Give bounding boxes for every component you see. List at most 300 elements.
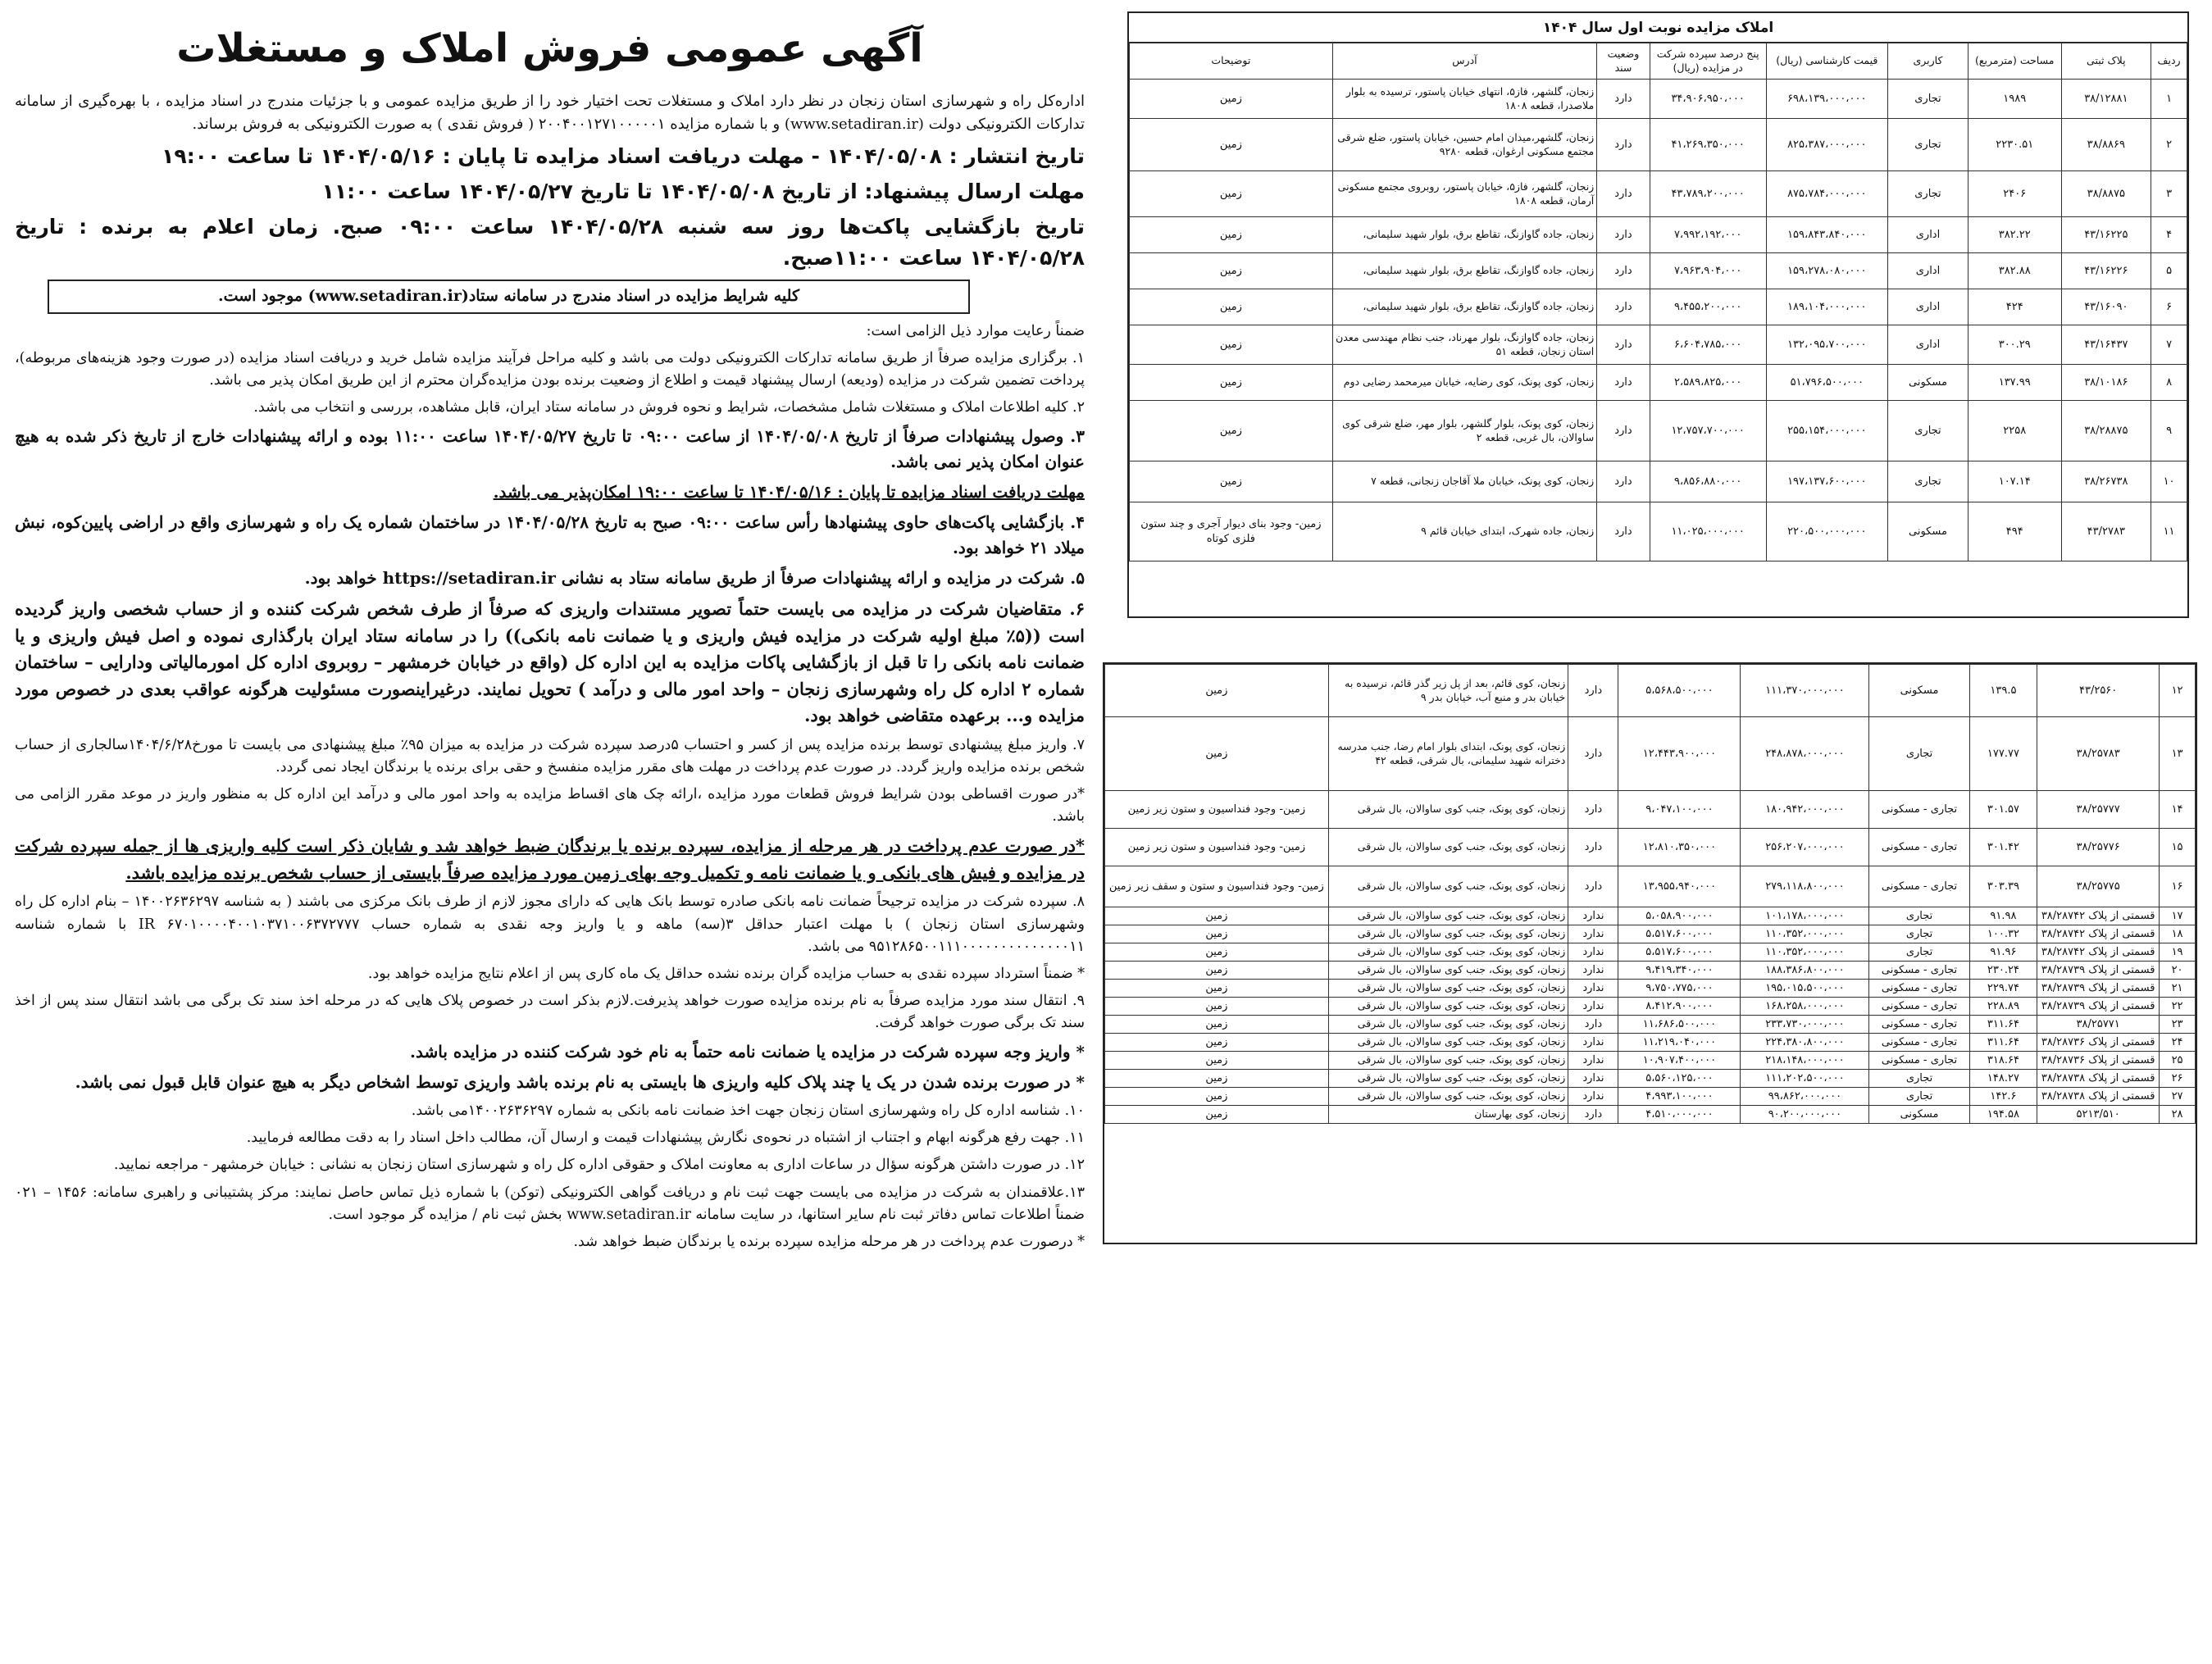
table-cell: ۱ <box>2151 80 2187 119</box>
table-cell: ۵،۵۶۸،۵۰۰،۰۰۰ <box>1618 665 1741 717</box>
table-cell: زنجان، کوی بهارستان <box>1328 1106 1568 1124</box>
table-cell: تجاری <box>1869 925 1969 943</box>
table-cell: دارد <box>1597 171 1650 217</box>
table-cell: ۳۰۰.۲۹ <box>1968 325 2061 365</box>
table-cell: زمین <box>1105 943 1329 962</box>
table-title: املاک مزایده نوبت اول سال ۱۴۰۴ <box>1129 13 2187 43</box>
table-cell: قسمتی از پلاک ۳۸/۲۸۷۴۲ <box>2037 925 2160 943</box>
table-cell: ۲۲۵۸ <box>1968 401 2061 461</box>
warning-1: *در صورت عدم پرداخت در هر مرحله از مزایده، سپرده برنده یا برندگان ضبط خواهد شد و شایان ذکر است کلیه واریزی ها از جمله سپرده شرکت در مزایده و فیش های بانکی و یا ضمانت نامه و تکمیل وجه بهای زمین مورد مزایده صرفاً بایستی از حساب شخص برنده مزایده باشد. <box>15 835 1085 883</box>
table-cell: دارد <box>1597 325 1650 365</box>
warning-3: * در صورت برنده شدن در یک یا چند پلاک کلیه واریزی ها بایستی به نام برنده باشد واریزی توسط اشخاص دیگر به هیچ عنوان قابل قبول نمی باشد. <box>75 1072 1085 1093</box>
table-cell: ۱۴ <box>2160 791 2196 829</box>
table-cell: ۳۸/۲۵۷۸۳ <box>2037 717 2160 791</box>
table-cell: قسمتی از پلاک ۳۸/۲۸۷۳۸ <box>2037 1088 2160 1106</box>
table-cell: زنجان، کوی پونک، جنب کوی ساوالان، بال شرقی <box>1328 1088 1568 1106</box>
table-row <box>1105 791 2196 829</box>
table-row <box>1105 943 2196 962</box>
table-cell: ۳۴،۹۰۶،۹۵۰،۰۰۰ <box>1650 80 1766 119</box>
table-cell: ۱۳۹.۵ <box>1969 665 2037 717</box>
table-cell: ۱۱،۶۸۶،۵۰۰،۰۰۰ <box>1618 1016 1741 1034</box>
table-row <box>1105 907 2196 925</box>
item-9: ۹. انتقال سند مورد مزایده صرفاً به نام برنده مزایده صورت خواهد پذیرفت.لازم بذکر است در خصوص پلاک هایی که در مرحله اخذ سند تک برگی می باشد انتقال سند پس از اخذ سند تک برگی صورت خواهد گرفت. <box>15 992 1085 1032</box>
table-cell: زمین <box>1130 365 1333 401</box>
table-cell: ندارد <box>1568 943 1618 962</box>
table-cell: دارد <box>1568 717 1618 791</box>
table-cell: ۳۸/۲۸۸۷۵ <box>2061 401 2151 461</box>
table-cell: ۱۷ <box>2160 907 2196 925</box>
table-cell: ۵۱،۷۹۶،۵۰۰،۰۰۰ <box>1766 365 1887 401</box>
property-table-continued <box>1104 664 2196 1124</box>
table-cell: تجاری <box>1887 80 1968 119</box>
item-11: ۱۱. جهت رفع هرگونه ابهام و اجتناب از اشتباه در نحوه‌ی نگارش پیشنهادات قیمت و ارسال آن، مطالب داخل اسناد را به دقت مطالعه فرمایید. <box>246 1130 1085 1147</box>
table-cell: ۱۰۱،۱۷۸،۰۰۰،۰۰۰ <box>1741 907 1869 925</box>
table-cell: ۴۳/۲۷۸۳ <box>2061 502 2151 561</box>
table-cell: ۱۹۷،۱۳۷،۶۰۰،۰۰۰ <box>1766 461 1887 502</box>
table-cell: زنجان، کوی پونک، ابتدای بلوار امام رضا، جنب مدرسه دخترانه شهید سلیمانی، بال شرقی، قطعه ۴۲ <box>1328 717 1568 791</box>
terms-box: کلیه شرایط مزایده در اسناد مندرج در سامانه ستاد(www.setadiran.ir) موجود است. <box>48 280 970 313</box>
table-cell: ۵،۵۱۷،۶۰۰،۰۰۰ <box>1618 943 1741 962</box>
table-cell: زنجان، کوی پونک، جنب کوی ساوالان، بال شرقی <box>1328 1052 1568 1070</box>
table-cell: ۹۱.۹۸ <box>1969 907 2037 925</box>
table-cell: زنجان، کوی پونک، جنب کوی ساوالان، بال شرقی <box>1328 791 1568 829</box>
table-cell: ۵،۵۶۰،۱۲۵،۰۰۰ <box>1618 1070 1741 1088</box>
table-cell: ۹ <box>2151 401 2187 461</box>
table-cell: زنجان، کوی پونک، بلوار گلشهر، بلوار مهر، ضلع شرقی کوی ساوالان، بال غربی، قطعه ۲ <box>1332 401 1597 461</box>
table-cell: ۲۵ <box>2160 1052 2196 1070</box>
note-head: ضمناً رعایت موارد ذیل الزامی است: <box>866 322 1085 339</box>
table-cell: ۵ <box>2151 253 2187 289</box>
table-cell: زمین <box>1105 1106 1329 1124</box>
table-cell: ۱۰۰.۳۲ <box>1969 925 2037 943</box>
table-row <box>1130 289 2187 325</box>
table-cell: ندارد <box>1568 1088 1618 1106</box>
table-cell: دارد <box>1568 829 1618 866</box>
table-cell: ۳۰۱.۴۲ <box>1969 829 2037 866</box>
table-cell: ۲۲۳۰.۵۱ <box>1968 119 2061 171</box>
table-cell: ۲۴ <box>2160 1034 2196 1052</box>
item-3: ۳. وصول پیشنهادات صرفاً از تاریخ ۱۴۰۴/۰۵/۰۸ از ساعت ۰۹:۰۰ تا تاریخ ۱۴۰۴/۰۵/۲۷ ساعت ۱۱:۰۰ بوده و ارائه پیشنهادات خارج از تاریخ ذکر شده به هیچ عنوان امکان پذیر نمی باشد. <box>15 426 1085 472</box>
table-row <box>1105 829 2196 866</box>
table-cell: ۱۰۷.۱۴ <box>1968 461 2061 502</box>
table-cell: زمین <box>1105 907 1329 925</box>
table-cell: ۳۰۱.۵۷ <box>1969 791 2037 829</box>
table-cell: ۲۳۳،۷۳۰،۰۰۰،۰۰۰ <box>1741 1016 1869 1034</box>
table-cell: ۷،۹۶۳،۹۰۴،۰۰۰ <box>1650 253 1766 289</box>
table-cell: دارد <box>1597 217 1650 253</box>
table-cell: ۷،۹۹۲،۱۹۲،۰۰۰ <box>1650 217 1766 253</box>
table-cell: ۲۲۸.۸۹ <box>1969 998 2037 1016</box>
table-cell: ۲۱۸،۱۴۸،۰۰۰،۰۰۰ <box>1741 1052 1869 1070</box>
property-table <box>1129 43 2187 561</box>
table-cell: زمین <box>1105 925 1329 943</box>
table-row <box>1105 962 2196 980</box>
table-cell: زمین <box>1130 119 1333 171</box>
table-cell: ۱۲،۸۱۰،۳۵۰،۰۰۰ <box>1618 829 1741 866</box>
table-cell: ۸۲۵،۳۸۷،۰۰۰،۰۰۰ <box>1766 119 1887 171</box>
table-cell: دارد <box>1597 365 1650 401</box>
table-row <box>1130 365 2187 401</box>
table-cell: ۷ <box>2151 325 2187 365</box>
table-cell: تجاری - مسکونی <box>1869 829 1969 866</box>
table-cell: ۱۹ <box>2160 943 2196 962</box>
table-cell: ۸،۴۱۲،۹۰۰،۰۰۰ <box>1618 998 1741 1016</box>
table-cell: زمین <box>1105 1016 1329 1034</box>
table-cell: زمین <box>1105 1088 1329 1106</box>
table-cell: ۲۵۶،۲۰۷،۰۰۰،۰۰۰ <box>1741 829 1869 866</box>
table-row <box>1130 461 2187 502</box>
table-cell: زمین <box>1130 401 1333 461</box>
table-cell: ندارد <box>1568 1034 1618 1052</box>
column-header: پنج درصد سپرده شرکت در مزایده (ریال) <box>1650 43 1766 80</box>
table-cell: ۳۱۱.۶۴ <box>1969 1016 2037 1034</box>
table-row <box>1130 325 2187 365</box>
item-7: ۷. واریز مبلغ پیشنهادی توسط برنده مزایده پس از کسر و احتساب ۵درصد سپرده شرکت در مزایده به میزان ۹۵٪ مبلغ پیشنهادی می بایست تا مورخ۱۴۰۴/۶/۲۸سالجاری از حساب شخص برنده مزایده واریز گردد. در صورت عدم پرداخت در مهلت های مقرر مزایده منفسخ و حقی برای برنده یا برندگان ایجاد نمی گردد. <box>15 736 1086 775</box>
item-10: ۱۰. شناسه اداره کل راه وشهرسازی استان زنجان جهت اخذ ضمانت نامه بانکی به شماره ۱۴۰۰۲۶۳۶۲۹۷می باشد. <box>411 1103 1085 1120</box>
table-cell: ۳۱۱.۶۴ <box>1969 1034 2037 1052</box>
table-cell: ۱۳۷.۹۹ <box>1968 365 2061 401</box>
table-cell: زنجان، جاده گاوازنگ، تقاطع برق، بلوار شهید سلیمانی، <box>1332 253 1597 289</box>
table-cell: دارد <box>1568 665 1618 717</box>
table-cell: ۲۲ <box>2160 998 2196 1016</box>
table-cell: زمین <box>1105 717 1329 791</box>
table-cell: تجاری <box>1869 907 1969 925</box>
table-cell: تجاری <box>1869 1088 1969 1106</box>
table-cell: تجاری <box>1887 461 1968 502</box>
table-cell: قسمتی از پلاک ۳۸/۲۸۷۳۹ <box>2037 962 2160 980</box>
table-cell: ۲۱ <box>2160 980 2196 998</box>
table-cell: زنجان، جاده شهرک، ابتدای خیابان قائم ۹ <box>1332 502 1597 561</box>
table-row <box>1105 998 2196 1016</box>
table-cell: زمین <box>1130 171 1333 217</box>
table-cell: ۴۱،۲۶۹،۳۵۰،۰۰۰ <box>1650 119 1766 171</box>
table-cell: ۳۸/۱۲۸۸۱ <box>2061 80 2151 119</box>
table-cell: زنجان، جاده گاوازنگ، بلوار مهرناد، جنب نظام مهندسی معدن استان زنجان، قطعه ۵۱ <box>1332 325 1597 365</box>
table-cell: ۳۸/۸۸۶۹ <box>2061 119 2151 171</box>
table-cell: ۳ <box>2151 171 2187 217</box>
table-cell: ۳۸/۲۵۷۷۷ <box>2037 791 2160 829</box>
table-cell: ۱۱ <box>2151 502 2187 561</box>
table-cell: ۹۹،۸۶۲،۰۰۰،۰۰۰ <box>1741 1088 1869 1106</box>
table-cell: ۱۷۷.۷۷ <box>1969 717 2037 791</box>
table-cell: ۱۴۸.۲۷ <box>1969 1070 2037 1088</box>
table-cell: ۱۱۰،۳۵۲،۰۰۰،۰۰۰ <box>1741 925 1869 943</box>
table-cell: اداری <box>1887 289 1968 325</box>
table-cell: ۱۰ <box>2151 461 2187 502</box>
table-cell: قسمتی از پلاک ۳۸/۲۸۷۳۹ <box>2037 998 2160 1016</box>
table-cell: ۵،۰۵۸،۹۰۰،۰۰۰ <box>1618 907 1741 925</box>
table-cell: زمین <box>1105 1034 1329 1052</box>
table-row <box>1105 1052 2196 1070</box>
table-row <box>1130 502 2187 561</box>
table-cell: زمین <box>1130 289 1333 325</box>
table-cell: ۵،۵۱۷،۶۰۰،۰۰۰ <box>1618 925 1741 943</box>
table-cell: زمین <box>1130 461 1333 502</box>
table-cell: دارد <box>1597 119 1650 171</box>
table-cell: قسمتی از پلاک ۳۸/۲۸۷۳۶ <box>2037 1052 2160 1070</box>
table-cell: ۹،۴۱۹،۳۴۰،۰۰۰ <box>1618 962 1741 980</box>
table-cell: زمین- وجود بنای دیوار آجری و چند ستون فلزی کوتاه <box>1130 502 1333 561</box>
table-cell: ۲۷ <box>2160 1088 2196 1106</box>
table-cell: ۸۷۵،۷۸۴،۰۰۰،۰۰۰ <box>1766 171 1887 217</box>
table-cell: زمین <box>1130 253 1333 289</box>
table-cell: ۶۹۸،۱۳۹،۰۰۰،۰۰۰ <box>1766 80 1887 119</box>
column-header: توضیحات <box>1130 43 1333 80</box>
table-cell: تجاری - مسکونی <box>1869 998 1969 1016</box>
table-cell: ۳۸/۸۸۷۵ <box>2061 171 2151 217</box>
table-cell: تجاری <box>1869 943 1969 962</box>
table-cell: اداری <box>1887 217 1968 253</box>
table-cell: ۱۹۴.۵۸ <box>1969 1106 2037 1124</box>
table-cell: ۲ <box>2151 119 2187 171</box>
table-cell: زمین <box>1130 217 1333 253</box>
table-cell: ۳۸۲.۸۸ <box>1968 253 2061 289</box>
table-cell: ندارد <box>1568 925 1618 943</box>
table-cell: مسکونی <box>1869 1106 1969 1124</box>
table-cell: اداری <box>1887 253 1968 289</box>
table-cell: ۹۱.۹۶ <box>1969 943 2037 962</box>
table-cell: زمین <box>1105 1070 1329 1088</box>
table-cell: ۱۱۰،۳۵۲،۰۰۰،۰۰۰ <box>1741 943 1869 962</box>
table-cell: ۴۳/۱۶۰۹۰ <box>2061 289 2151 325</box>
item-14: * درصورت عدم پرداخت در هر مرحله مزایده سپرده برنده یا برندگان ضبط خواهد شد. <box>573 1233 1085 1250</box>
table-row <box>1105 1088 2196 1106</box>
item-4: ۴. بازگشایی پاکت‌های حاوی پیشنهادها رأس ساعت ۰۹:۰۰ صبح به تاریخ ۱۴۰۴/۰۵/۲۸ در ساختمان شماره یک راه و شهرسازی واقع در اراضی پایین‌کوه، نبش میلاد ۲۱ خواهد بود. <box>15 512 1085 558</box>
table-header-row <box>1130 43 2187 80</box>
item-6: ۶. متقاضیان شرکت در مزایده می بایست حتماً تصویر مستندات واریزی که صرفاً از طرف شخص شرکت کننده و از حساب شخصی واریز گردیده است ((۵٪ مبلغ اولیه شرکت در مزایده فیش واریزی و یا ضمانت نامه بانکی)) را در سامانه ستاد ایران بارگذاری نموده و اصل فیش واریزی و یا ضمانت نامه بانکی را تا قبل از بازگشایی پاکات مزایده به این اداره کل (واقع در خیابان خرمشهر – روبروی اداره کل امورمالیاتی ودارایی – ساختمان شماره ۲ اداره کل راه وشهرسازی زنجان – واحد امور مالی و درآمد ) تحویل نمایند. درغیراینصورت مسئولیت هرگونه عواقب بعدی در خصوص مورد مزایده و... برعهده متقاضی خواهد بود. <box>15 598 1086 726</box>
table-cell: ۲۴۸،۸۷۸،۰۰۰،۰۰۰ <box>1741 717 1869 791</box>
table-cell: تجاری - مسکونی <box>1869 866 1969 907</box>
table-cell: زمین <box>1105 1052 1329 1070</box>
table-cell: ۲۰ <box>2160 962 2196 980</box>
item-3b: مهلت دریافت اسناد مزایده تا پایان : ۱۴۰۴/۰۵/۱۶ تا ساعت ۱۹:۰۰ امکان‌پذیر می باشد. <box>493 482 1085 502</box>
table-cell: زمین- وجود فنداسیون و ستون زیر زمین <box>1105 829 1329 866</box>
item-1: ۱. برگزاری مزایده صرفاً از طریق سامانه تدارکات الکترونیکی دولت می باشد و کلیه مراحل فرآیند مزایده شامل خرید و دریافت اسناد مزایده (در صورت وجود هزینه‌های مربوطه)، پرداخت تضمین شرکت در مزایده (ودیعه) ارسال پیشنهاد قیمت و اطلاع از وضعیت برنده بودن مزایده‌گران محترم از این طریق امکان پذیر می باشد. <box>15 349 1085 389</box>
table-cell: ۲۵۵،۱۵۴،۰۰۰،۰۰۰ <box>1766 401 1887 461</box>
table-cell: تجاری <box>1869 1070 1969 1088</box>
table-cell: ۳۸/۲۵۷۷۱ <box>2037 1016 2160 1034</box>
table-cell: قسمتی از پلاک ۳۸/۲۸۷۳۶ <box>2037 1034 2160 1052</box>
table-row <box>1130 401 2187 461</box>
table-cell: ۲۳۰.۲۴ <box>1969 962 2037 980</box>
table-cell: ۴۳/۱۶۴۳۷ <box>2061 325 2151 365</box>
table-row <box>1105 1034 2196 1052</box>
table-cell: تجاری - مسکونی <box>1869 980 1969 998</box>
table-cell: زمین- وجود فنداسیون و ستون زیر زمین <box>1105 791 1329 829</box>
table-cell: زمین- وجود فنداسیون و ستون و سقف زیر زمین <box>1105 866 1329 907</box>
table-cell: زنجان، کوی پونک، جنب کوی ساوالان، بال شرقی <box>1328 925 1568 943</box>
column-header: مساحت (مترمربع) <box>1968 43 2061 80</box>
table-cell: دارد <box>1568 1106 1618 1124</box>
table-cell: مسکونی <box>1887 502 1968 561</box>
table-cell: ۱۶ <box>2160 866 2196 907</box>
table-row <box>1105 1106 2196 1124</box>
table-cell: ۴۹۴ <box>1968 502 2061 561</box>
table-cell: زنجان، کوی پونک، جنب کوی ساوالان، بال شرقی <box>1328 943 1568 962</box>
table-cell: ندارد <box>1568 1070 1618 1088</box>
table-cell: ۱۸۰،۹۴۲،۰۰۰،۰۰۰ <box>1741 791 1869 829</box>
table-cell: اداری <box>1887 325 1968 365</box>
table-cell: ۹،۸۵۶،۸۸۰،۰۰۰ <box>1650 461 1766 502</box>
table-cell: زنجان، کوی پونک، کوی رضایه، خیابان میرمحمد رضایی دوم <box>1332 365 1597 401</box>
table-cell: ۴۳/۲۵۶۰ <box>2037 665 2160 717</box>
table-cell: ۱۳،۹۵۵،۹۴۰،۰۰۰ <box>1618 866 1741 907</box>
table-cell: ۱۴۲.۶ <box>1969 1088 2037 1106</box>
table-cell: ۳۸/۱۰۱۸۶ <box>2061 365 2151 401</box>
table-cell: ۲۲۰،۵۰۰،۰۰۰،۰۰۰ <box>1766 502 1887 561</box>
table-cell: زمین <box>1105 998 1329 1016</box>
item-8: ۸. سپرده شرکت در مزایده ترجیحاً ضمانت نامه بانکی صادره توسط بانک هایی که دارای مجوز لازم از طرف بانک مرکزی می باشند ( به شناسه ۱۴۰۰۲۶۳۶۲۹۷ – بنام اداره کل راه وشهرسازی استان زنجان ) با مهلت اعتبار حداقل ۳(سه) ماهه و یا واریز وجه نقدی به شماره حساب IR ۶۷۰۱۰۰۰۰۴۰۰۱۰۳۷۱۰۰۶۳۷۲۷۷۷ با شماره شناسه ۹۵۱۲۸۶۵۰۰۱۱۱۰۰۰۰۰۰۰۰۰۰۰۰۰۰۱۱ می باشد. <box>15 893 1085 955</box>
table-cell: زنجان، کوی پونک، جنب کوی ساوالان، بال شرقی <box>1328 980 1568 998</box>
auction-notice <box>15 15 1085 1650</box>
table-cell: ۴۳،۷۸۹،۲۰۰،۰۰۰ <box>1650 171 1766 217</box>
table-cell: ۳۱۸.۶۴ <box>1969 1052 2037 1070</box>
table-cell: قسمتی از پلاک ۳۸/۲۸۷۴۲ <box>2037 943 2160 962</box>
table-cell: ۴۳/۱۶۲۲۵ <box>2061 217 2151 253</box>
table-cell: ۱۵۹،۲۷۸،۰۸۰،۰۰۰ <box>1766 253 1887 289</box>
table-cell: قسمتی از پلاک ۳۸/۲۸۷۴۲ <box>2037 907 2160 925</box>
notice-title: آگهی عمومی فروش املاک و مستغلات <box>176 25 923 71</box>
table-cell: ۳۰۳.۳۹ <box>1969 866 2037 907</box>
table-row <box>1130 119 2187 171</box>
table-cell: ۱۱۱،۳۷۰،۰۰۰،۰۰۰ <box>1741 665 1869 717</box>
table-cell: ۱۸ <box>2160 925 2196 943</box>
table-cell: زنجان، کوی پونک، جنب کوی ساوالان، بال شرقی <box>1328 1034 1568 1052</box>
table-cell: ۴۲۴ <box>1968 289 2061 325</box>
item-13: ۱۳.علاقمندان به شرکت در مزایده می بایست جهت ثبت نام و دریافت گواهی الکترونیکی (توکن) با شماره ذیل تماس حاصل نمایند: مرکز پشتیبانی و راهبری سامانه: ۱۴۵۶ – ۰۲۱ ضمناً اطلاعات تماس دفاتر ثبت نام سایر استانها، در سایت سامانه www.setadiran.ir بخش ثبت نام / مزایده گر موجود است. <box>15 1184 1085 1223</box>
table-cell: ۸ <box>2151 365 2187 401</box>
table-cell: ۱۰،۹۰۷،۴۰۰،۰۰۰ <box>1618 1052 1741 1070</box>
table-cell: ۱۲ <box>2160 665 2196 717</box>
table-cell: ۱۱،۰۲۵،۰۰۰،۰۰۰ <box>1650 502 1766 561</box>
table-row <box>1105 925 2196 943</box>
table-cell: زنجان، کوی قائم، بعد از پل زیر گذر قائم، نرسیده به خیابان بدر و منبع آب، خیابان بدر ۹ <box>1328 665 1568 717</box>
table-cell: ۹،۷۵۰،۷۷۵،۰۰۰ <box>1618 980 1741 998</box>
table-row <box>1130 171 2187 217</box>
table-row <box>1105 980 2196 998</box>
submit-deadline: مهلت ارسال پیشنهاد: از تاریخ ۱۴۰۴/۰۵/۰۸ تا تاریخ ۱۴۰۴/۰۵/۲۷ ساعت ۱۱:۰۰ <box>321 179 1085 203</box>
table-cell: ندارد <box>1568 980 1618 998</box>
table-cell: ۴ <box>2151 217 2187 253</box>
item-5: ۵. شرکت در مزایده و ارائه پیشنهادات صرفاً از طریق سامانه ستاد به نشانی https://setadiran.ir خواهد بود. <box>304 568 1085 589</box>
table-cell: ۳۸۲.۲۲ <box>1968 217 2061 253</box>
table-cell: قسمتی از پلاک ۳۸/۲۸۷۳۹ <box>2037 980 2160 998</box>
table-cell: ۴۳/۱۶۲۲۶ <box>2061 253 2151 289</box>
table-cell: دارد <box>1568 866 1618 907</box>
table-cell: ۴،۹۹۳،۱۰۰،۰۰۰ <box>1618 1088 1741 1106</box>
table-cell: تجاری - مسکونی <box>1869 1034 1969 1052</box>
table-cell: ۲۷۹،۱۱۸،۸۰۰،۰۰۰ <box>1741 866 1869 907</box>
table-cell: ۶،۶۰۴،۷۸۵،۰۰۰ <box>1650 325 1766 365</box>
table-cell: دارد <box>1597 502 1650 561</box>
table-cell: زنجان، کوی پونک، جنب کوی ساوالان، بال شرقی <box>1328 1016 1568 1034</box>
table-cell: ۱۱،۲۱۹،۰۴۰،۰۰۰ <box>1618 1034 1741 1052</box>
table-cell: ۹،۰۴۷،۱۰۰،۰۰۰ <box>1618 791 1741 829</box>
table-cell: زنجان، کوی پونک، جنب کوی ساوالان، بال شرقی <box>1328 829 1568 866</box>
column-header: قیمت کارشناسی (ریال) <box>1766 43 1887 80</box>
table-cell: زنجان، گلشهر، فاز۵، انتهای خیابان پاستور، ترسیده به بلوار ملاصدرا، قطعه ۱۸۰۸ <box>1332 80 1597 119</box>
table-cell: ۱۲،۷۵۷،۷۰۰،۰۰۰ <box>1650 401 1766 461</box>
table-row <box>1105 665 2196 717</box>
table-cell: زمین <box>1130 325 1333 365</box>
property-table-part-2 <box>1103 662 2197 1244</box>
table-row <box>1105 1070 2196 1088</box>
publish-date: تاریخ انتشار : ۱۴۰۴/۰۵/۰۸ - مهلت دریافت اسناد مزایده تا پایان : ۱۴۰۴/۰۵/۱۶ تا ساعت ۱۹:۰۰ <box>162 144 1085 169</box>
column-header: وضعیت سند <box>1597 43 1650 80</box>
table-cell: زنجان، کوی پونک، خیابان ملا آقاجان زنجانی، قطعه ۷ <box>1332 461 1597 502</box>
table-cell: دارد <box>1597 401 1650 461</box>
table-cell: ۱۵۹،۸۴۳،۸۴۰،۰۰۰ <box>1766 217 1887 253</box>
table-row <box>1130 253 2187 289</box>
table-cell: زنجان، کوی پونک، جنب کوی ساوالان، بال شرقی <box>1328 866 1568 907</box>
table-cell: ۱۳۲،۰۹۵،۷۰۰،۰۰۰ <box>1766 325 1887 365</box>
notice-intro: اداره‌کل راه و شهرسازی استان زنجان در نظر دارد املاک و مستغلات تحت اختیار خود را از طریق مزایده عمومی و با جزئیات مندرج در اسناد مزایده ، با بهره‌گیری از سامانه تدارکات الکترونیکی دولت (www.setadiran.ir) و با شماره مزایده ۲۰۰۴۰۰۱۲۷۱۰۰۰۰۰۱ ( فروش نقدی ) به صورت الکترونیکی به فروش برساند. <box>15 93 1085 134</box>
table-cell: دارد <box>1597 253 1650 289</box>
table-row <box>1130 80 2187 119</box>
table-cell: زمین <box>1105 980 1329 998</box>
table-cell: ۱۱۱،۲۰۲،۵۰۰،۰۰۰ <box>1741 1070 1869 1088</box>
table-cell: ۶ <box>2151 289 2187 325</box>
table-cell: تجاری - مسکونی <box>1869 1052 1969 1070</box>
item-12: ۱۲. در صورت داشتن هرگونه سؤال در ساعات اداری به معاونت املاک و حقوقی اداره کل راه و شهرسازی استان زنجان به نشانی : خیابان خرمشهر - مراجعه نمایید. <box>113 1157 1085 1174</box>
table-cell: ۲۴۰۶ <box>1968 171 2061 217</box>
table-cell: تجاری <box>1887 119 1968 171</box>
table-cell: دارد <box>1597 289 1650 325</box>
table-cell: ندارد <box>1568 907 1618 925</box>
table-row <box>1130 217 2187 253</box>
table-cell: دارد <box>1568 791 1618 829</box>
item-8b: * ضمناً استرداد سپرده نقدی به حساب مزایده گران برنده نشده حداقل یک ماه کاری پس از اعلام نتایج مزایده خواهد بود. <box>367 965 1085 982</box>
table-row <box>1105 717 2196 791</box>
table-cell: تجاری - مسکونی <box>1869 1016 1969 1034</box>
table-cell: مسکونی <box>1869 665 1969 717</box>
table-cell: ۱۸۸،۳۸۶،۸۰۰،۰۰۰ <box>1741 962 1869 980</box>
table-cell: ۱۶۸،۲۵۸،۰۰۰،۰۰۰ <box>1741 998 1869 1016</box>
table-cell: ندارد <box>1568 998 1618 1016</box>
table-cell: ۲۸ <box>2160 1106 2196 1124</box>
table-cell: زنجان، کوی پونک، جنب کوی ساوالان، بال شرقی <box>1328 962 1568 980</box>
column-header: کاربری <box>1887 43 1968 80</box>
table-cell: مسکونی <box>1887 365 1968 401</box>
table-cell: دارد <box>1597 80 1650 119</box>
table-cell: دارد <box>1597 461 1650 502</box>
table-cell: زنجان، گلشهر، فاز۵، خیابان پاستور، روبروی مجتمع مسکونی آرمان، قطعه ۱۸۰۸ <box>1332 171 1597 217</box>
table-cell: ۱۲،۴۴۳،۹۰۰،۰۰۰ <box>1618 717 1741 791</box>
table-cell: زنجان، کوی پونک، جنب کوی ساوالان، بال شرقی <box>1328 907 1568 925</box>
table-cell: ۲۲۴،۳۸۰،۸۰۰،۰۰۰ <box>1741 1034 1869 1052</box>
table-cell: زنجان، کوی پونک، جنب کوی ساوالان، بال شرقی <box>1328 998 1568 1016</box>
table-cell: زمین <box>1105 665 1329 717</box>
table-cell: زنجان، جاده گاوازنگ، تقاطع برق، بلوار شهید سلیمانی، <box>1332 217 1597 253</box>
table-cell: ۱۹۸۹ <box>1968 80 2061 119</box>
table-cell: ۱۸۹،۱۰۴،۰۰۰،۰۰۰ <box>1766 289 1887 325</box>
table-cell: تجاری <box>1887 171 1968 217</box>
item-7b: *در صورت اقساطی بودن شرایط فروش قطعات مورد مزایده ،ارائه چک های اقساط مزایده به واحد امور مالی و درآمد این اداره کل به منظور واریز در موعد مقرر الزامی می باشد. <box>15 786 1085 825</box>
table-cell: تجاری - مسکونی <box>1869 791 1969 829</box>
table-cell: ۱۵ <box>2160 829 2196 866</box>
table-cell: ۳۸/۲۵۷۷۶ <box>2037 829 2160 866</box>
table-cell: تجاری <box>1869 717 1969 791</box>
table-row <box>1105 866 2196 907</box>
property-table-part-1 <box>1127 11 2189 618</box>
table-cell: قسمتی از پلاک ۳۸/۲۸۷۳۸ <box>2037 1070 2160 1088</box>
column-header: ردیف <box>2151 43 2187 80</box>
table-cell: زمین <box>1130 80 1333 119</box>
table-row <box>1105 1016 2196 1034</box>
table-cell: ۱۹۵،۰۱۵،۵۰۰،۰۰۰ <box>1741 980 1869 998</box>
table-cell: زمین <box>1105 962 1329 980</box>
table-cell: ۹،۴۵۵،۲۰۰،۰۰۰ <box>1650 289 1766 325</box>
